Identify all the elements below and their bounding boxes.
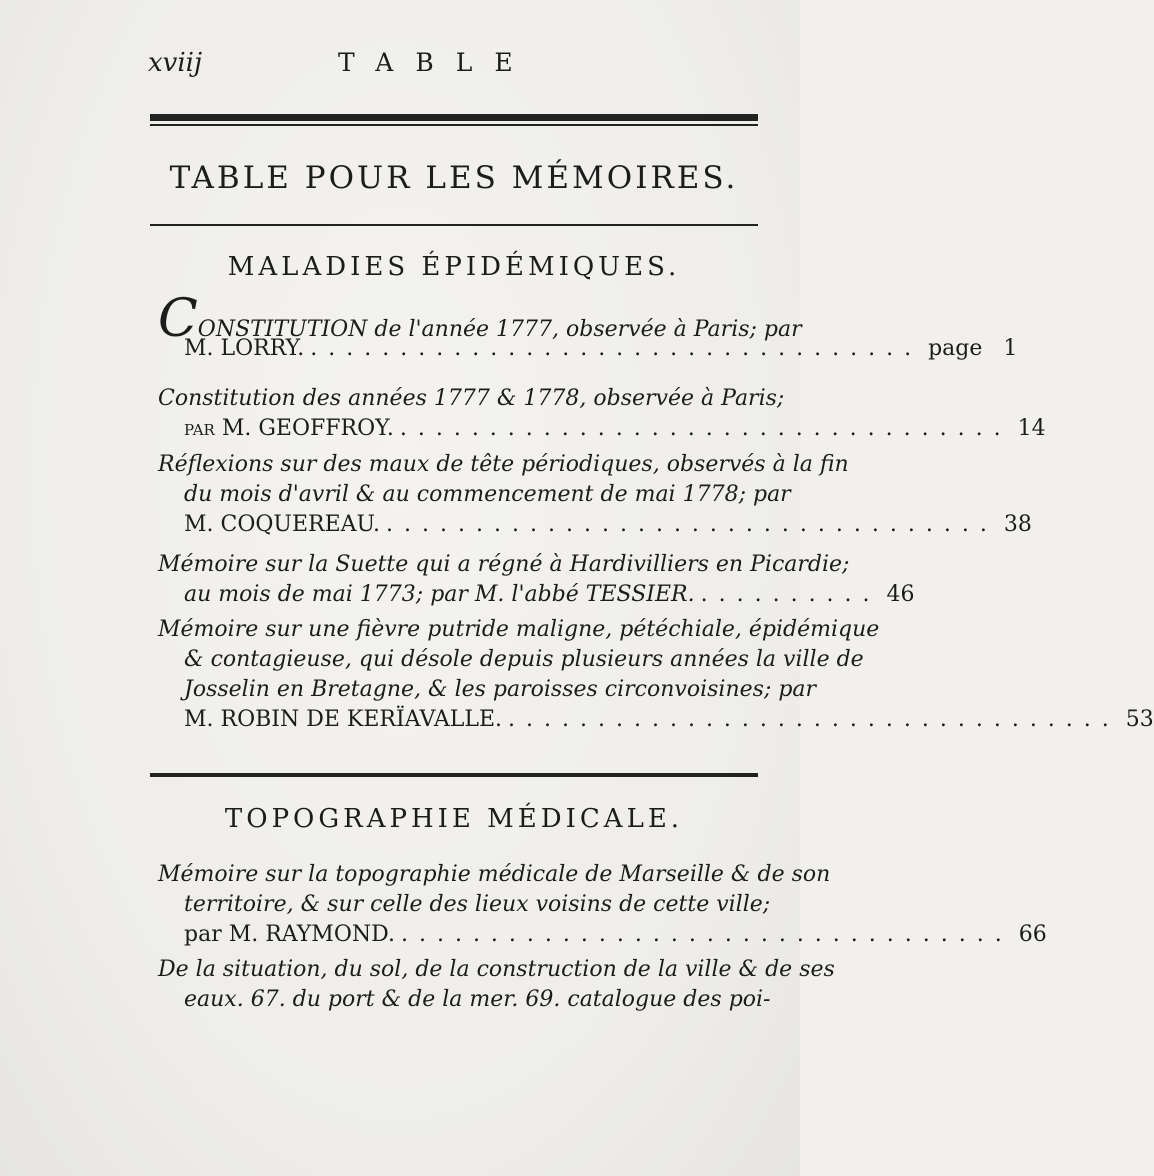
drop-cap: C [158,289,198,349]
section-title-maladies: MALADIES ÉPIDÉMIQUES. [227,252,681,282]
entry-line [158,615,880,645]
toc-entry [158,860,1047,950]
entry-author: M. ROBIN DE KERÏAVALLE. [184,707,503,732]
entry-author-line [158,414,1046,444]
page-number: 1 [1003,336,1018,361]
page-number: 46 [886,582,915,607]
entry-author-line [158,705,1154,735]
entry-author-line [158,510,1032,540]
entry-line [158,955,835,985]
page-number: 53 [1125,707,1154,732]
section-title-topographie: TOPOGRAPHIE MÉDICALE. [224,804,684,834]
entry-title-text: Mémoire sur une fièvre putride maligne, pétéchiale, épidémique [158,617,880,642]
entry-author: par M. GEOFFROY. [184,416,394,441]
entry-title-text: Constitution des années 1777 & 1778, observée à Paris; [158,386,785,411]
leader-dots: .................................. [386,512,998,537]
entry-title-text: ONSTITUTION de l'année 1777, observée à Paris; par [197,317,802,342]
toc-entry [158,955,835,1015]
toc-entry [158,550,915,610]
toc-entry [158,615,1154,735]
leader-dots: .................................. [310,336,923,361]
leader-dots: .......... [700,582,881,607]
toc-entry [158,450,1032,540]
entry-title-text: du mois d'avril & au commencement de mai 1778; par [184,482,791,507]
entry-author: par M. RAYMOND. [184,922,395,947]
entry-author-line [158,580,915,610]
header-rule-thick [150,114,758,121]
main-title: TABLE POUR LES MÉMOIRES. [169,160,739,196]
entry-line [158,860,831,890]
toc-entry [158,289,1018,364]
page-number: 66 [1018,922,1047,947]
entry-line [158,890,770,920]
entry-line [158,480,791,510]
entry-author-line [158,920,1047,950]
leader-dots: .................................. [508,707,1120,732]
header-rule-thin [150,124,758,126]
page-number: 14 [1017,416,1046,441]
entry-line [158,645,864,675]
toc-entry [158,384,1046,444]
running-head [148,48,768,88]
entry-author: M. COQUEREAU. [184,512,381,537]
entry-line [158,384,785,414]
entry-line [158,985,770,1015]
entry-title-text: eaux. 67. du port & de la mer. 69. catalogue des poi- [184,987,771,1012]
entry-author-line [158,334,1018,364]
entry-title-text: Mémoire sur la topographie médicale de Marseille & de son [158,862,831,887]
entry-title-text: territoire, & sur celle des lieux voisins de cette ville; [184,892,771,917]
section-rule [150,773,758,777]
title-rule [150,224,758,226]
entry-line [158,550,850,580]
entry-author: au mois de mai 1773; par M. l'abbé TESSIER. [184,582,695,607]
page-folio: xviij [148,48,203,78]
running-title: TABLE [338,48,535,77]
entry-title-text: Réflexions sur des maux de tête périodiques, observés à la fin [158,452,849,477]
entry-title-text: Mémoire sur la Suette qui a régné à Hardivilliers en Picardie; [158,552,850,577]
entry-title-text: & contagieuse, qui désole depuis plusieurs années la ville de [184,647,864,672]
leader-dots: .................................. [400,922,1013,947]
leader-dots: .................................. [399,416,1012,441]
entry-line [158,675,817,705]
entry-line [158,450,849,480]
entry-author: M. LORRY. [184,336,305,361]
entry-title-text: Josselin en Bretagne, & les paroisses circonvoisines; par [184,677,817,702]
page-number: 38 [1003,512,1032,537]
page-label: page [928,336,983,361]
entry-title-text: De la situation, du sol, de la construction de la ville & de ses [158,957,835,982]
